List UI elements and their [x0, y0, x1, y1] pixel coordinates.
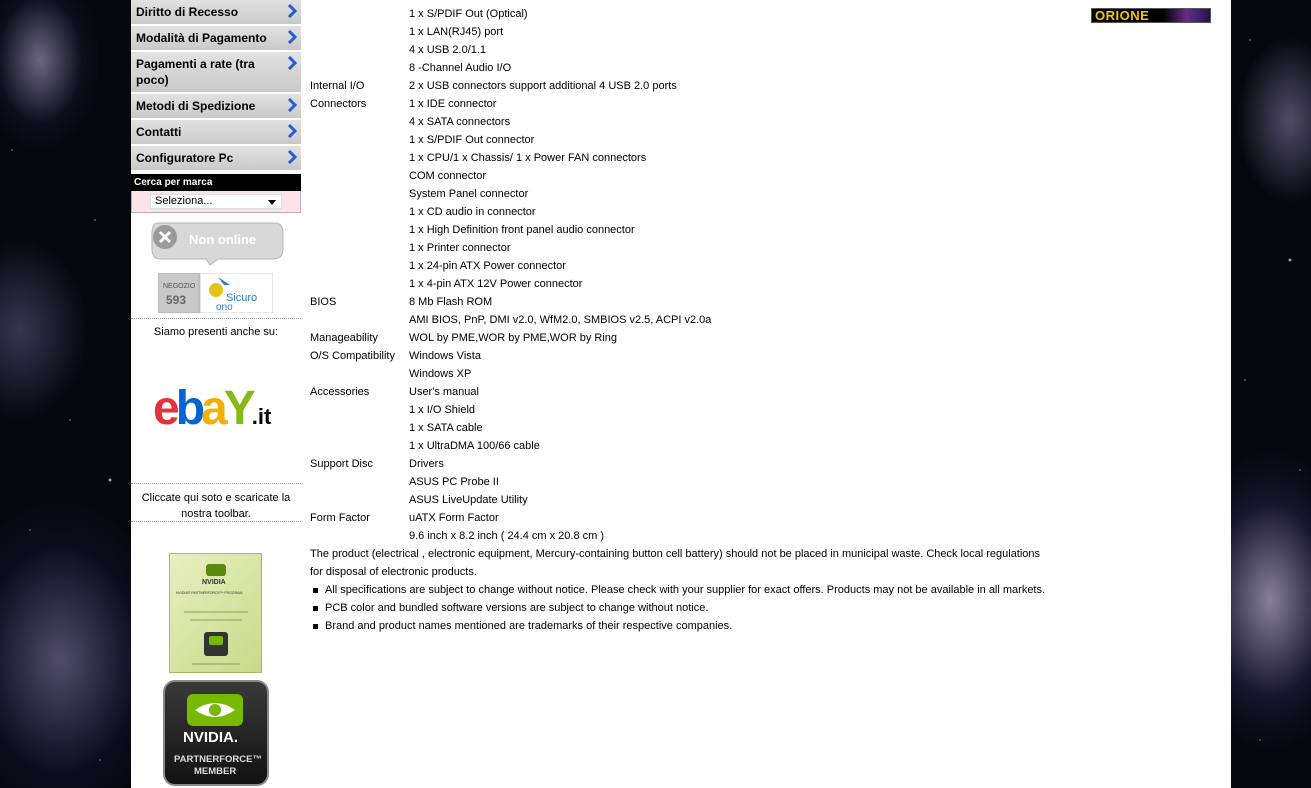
spec-value: 8 Mb Flash ROM — [409, 296, 493, 308]
spec-value: 1 x Printer connector — [409, 242, 511, 254]
spec-label: Internal I/O — [310, 80, 365, 92]
spec-label: Connectors — [310, 98, 367, 110]
spec-value: ASUS PC Probe II — [409, 476, 499, 488]
note-bullet: All specifications are subject to change without notice. Please check with your supplier for exact offers. Products may not be available in all markets. — [310, 581, 1050, 599]
nvidia-eye-icon — [206, 564, 226, 576]
spec-value: 1 x S/PDIF Out connector — [409, 134, 535, 146]
menu-item-label: Diritto di Recesso — [136, 5, 239, 19]
spec-value: ASUS LiveUpdate Utility — [409, 494, 528, 506]
orione-banner[interactable] — [1091, 8, 1211, 23]
toolbar-text[interactable]: Cliccate qui soto e scaricate la nostra toolbar. — [141, 492, 291, 520]
menu-item-contatti[interactable] — [131, 120, 301, 146]
spec-value: 1 x 4-pin ATX 12V Power connector — [409, 278, 583, 290]
spec-value: Windows Vista — [409, 350, 481, 362]
spec-label: Form Factor — [310, 512, 370, 524]
menu-item-label: Pagamenti a rate (tra poco) — [136, 57, 255, 87]
divider — [131, 483, 301, 484]
chevron-right-icon — [286, 4, 298, 18]
spec-value: 8 -Channel Audio I/O — [409, 62, 512, 74]
user-icon — [209, 283, 223, 297]
spec-value: AMI BIOS, PnP, DMI v2.0, WfM2.0, SMBIOS v2.5, ACPI v2.0a — [409, 314, 712, 326]
spec-value: Drivers — [409, 458, 444, 470]
present-on-text: Siamo presenti anche su: — [153, 326, 279, 338]
ebay-logo[interactable]: ebaY.it — [153, 383, 279, 435]
spec-value: 1 x S/PDIF Out (Optical) — [409, 8, 528, 20]
brand-search-box — [131, 191, 301, 213]
spec-value: WOL by PME,WOR by PME,WOR by Ring — [409, 332, 618, 344]
spec-value: 1 x LAN(RJ45) port — [409, 26, 504, 38]
nvidia-partnerforce-badge[interactable] — [163, 680, 269, 786]
spec-value: User's manual — [409, 386, 479, 398]
badge-secure-line1: Sicuro — [226, 292, 258, 304]
menu-item-label: Metodi di Spedizione — [136, 99, 256, 113]
spec-value: 1 x CPU/1 x Chassis/ 1 x Power FAN connectors — [409, 152, 647, 164]
spec-notes — [310, 545, 1050, 635]
menu-item-modalita-pagamento[interactable] — [131, 26, 301, 52]
nvidia-badge-line1: PARTNERFORCE™ — [174, 754, 262, 765]
menu-item-pagamenti-rate[interactable] — [131, 52, 301, 94]
spec-label: BIOS — [310, 296, 337, 308]
brand-select[interactable] — [150, 194, 282, 209]
chevron-right-icon — [286, 150, 298, 164]
spec-value: COM connector — [409, 170, 487, 182]
spec-value: 1 x CD audio in connector — [409, 206, 536, 218]
nvidia-cert-program: NVIDIA® PARTNERFORCE™ PROGRAM — [176, 591, 243, 595]
sidebar — [131, 0, 301, 213]
offline-status-bubble[interactable] — [148, 219, 285, 265]
chevron-right-icon — [286, 56, 298, 70]
menu-item-configuratore-pc[interactable] — [131, 146, 301, 172]
spec-value: 1 x 24-pin ATX Power connector — [409, 260, 566, 272]
spec-value: 1 x SATA cable — [409, 422, 483, 434]
shop-badges[interactable] — [158, 273, 273, 313]
spec-label: O/S Compatibility — [310, 350, 395, 362]
ebay-suffix: .it — [251, 404, 272, 429]
chevron-down-icon — [268, 200, 276, 205]
note-bullet: PCB color and bundled software versions are subject to change without notice. — [310, 599, 1050, 617]
badge-shop-label: NEGOZIO — [163, 283, 196, 290]
spec-value: 2 x USB connectors support additional 4 USB 2.0 ports — [409, 80, 677, 92]
spec-value: 4 x SATA connectors — [409, 116, 511, 128]
spec-value: 4 x USB 2.0/1.1 — [409, 44, 487, 56]
badge-shop-number: 593 — [166, 293, 187, 307]
waste-notice: The product (electrical , electronic equipment, Mercury-containing button cell battery) should not be placed in municipal waste. Check local regulations for disposal of electronic products. — [310, 548, 1041, 578]
menu-item-label: Modalità di Pagamento — [136, 31, 267, 45]
brand-select-value: Seleziona... — [155, 195, 213, 207]
spec-label: Manageability — [310, 332, 378, 344]
nvidia-badge-line2: MEMBER — [194, 766, 237, 777]
page-container — [131, 0, 1231, 788]
brand-search-title: Cerca per marca — [131, 174, 301, 191]
note-bullet: Brand and product names mentioned are trademarks of their respective companies. — [310, 617, 1050, 635]
menu-item-label: Configuratore Pc — [136, 151, 234, 165]
nvidia-cert-title: NVIDIA — [202, 579, 226, 586]
divider — [131, 318, 301, 319]
orione-banner-label: ORIONE — [1095, 8, 1150, 23]
nvidia-certificate[interactable] — [169, 553, 262, 673]
spec-value: 1 x IDE connector — [409, 98, 497, 110]
spec-value: 9.6 inch x 8.2 inch ( 24.4 cm x 20.8 cm ) — [409, 530, 605, 542]
chevron-right-icon — [286, 98, 298, 112]
divider — [131, 521, 301, 522]
chevron-right-icon — [286, 30, 298, 44]
spec-value: 1 x High Definition front panel audio connector — [409, 224, 635, 236]
nvidia-badge-brand: NVIDIA. — [183, 729, 239, 746]
spec-value: 1 x I/O Shield — [409, 404, 476, 416]
spec-label: Accessories — [310, 386, 370, 398]
menu-item-metodi-spedizione[interactable] — [131, 94, 301, 120]
menu-item-label: Contatti — [136, 125, 182, 139]
spec-value: Windows XP — [409, 368, 472, 380]
spec-label: Support Disc — [310, 458, 373, 470]
spec-value: 1 x UltraDMA 100/66 cable — [409, 440, 540, 452]
menu-item-diritto-recesso[interactable] — [131, 0, 301, 26]
spec-value: uATX Form Factor — [409, 512, 499, 524]
chevron-right-icon — [286, 124, 298, 138]
spec-value: System Panel connector — [409, 188, 529, 200]
badge-secure-line2: ono — [216, 302, 233, 313]
offline-status-text: Non online — [189, 232, 257, 247]
